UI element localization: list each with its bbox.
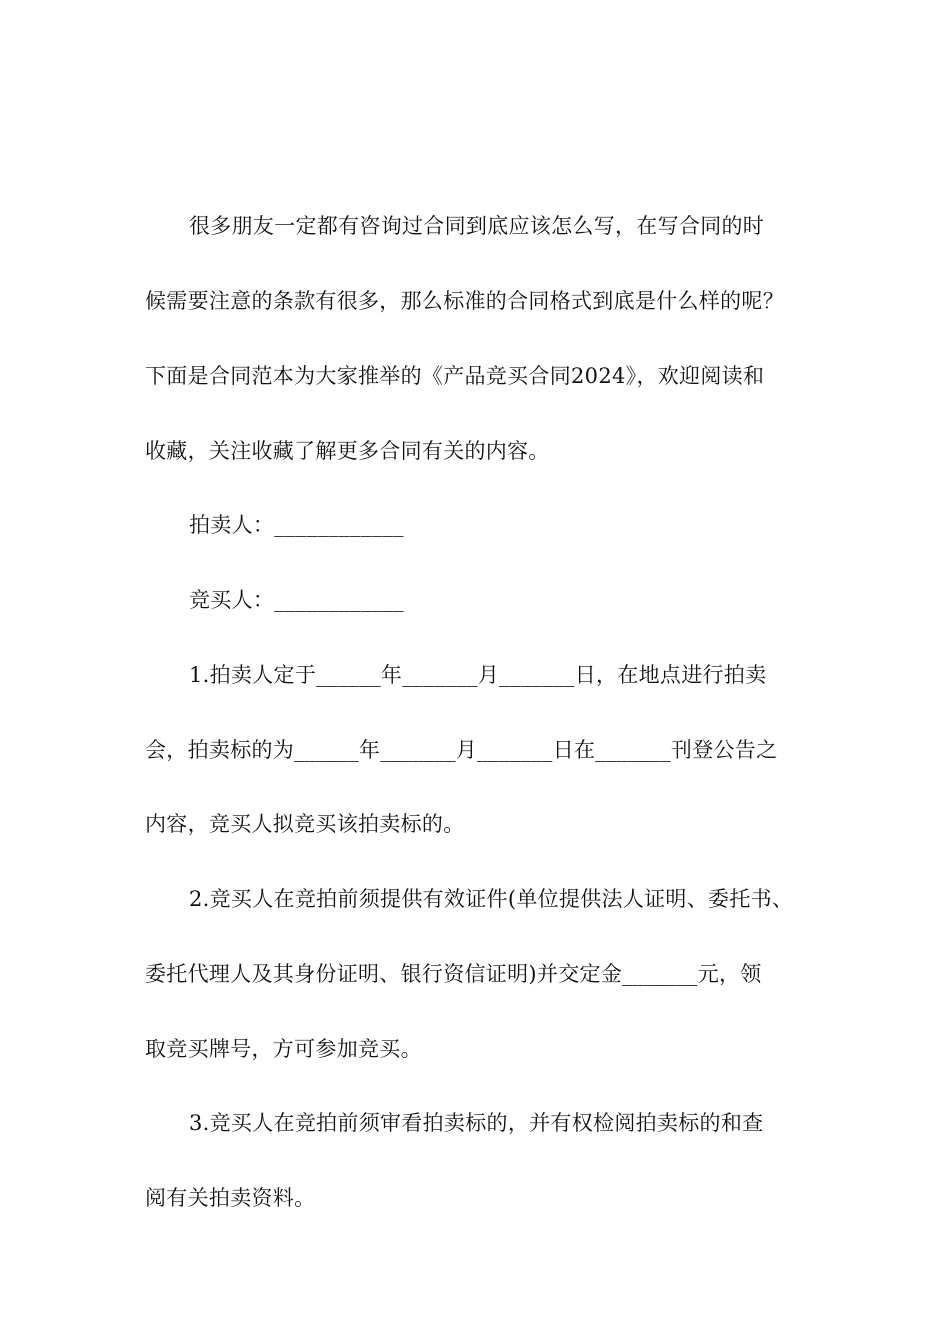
clause-1-line-1: 1.拍卖人定于______年_______月_______日，在地点进行拍卖 [189, 663, 767, 687]
intro-line-1: 很多朋友一定都有咨询过合同到底应该怎么写，在写合同的时 [189, 214, 765, 238]
clause-2-line-3: 取竞买牌号，方可参加竞买。 [145, 1037, 422, 1061]
clause-3-line-1: 3.竞买人在竞拍前须审看拍卖标的，并有权检阅拍卖标的和查 [189, 1111, 764, 1135]
bidder-field: 竞买人：____________ [189, 588, 404, 612]
clause-1-line-2: 会，拍卖标的为______年_______月_______日在_______刊登公告之 [145, 738, 778, 762]
auctioneer-field: 拍卖人：____________ [189, 513, 404, 537]
intro-line-4: 收藏，关注收藏了解更多合同有关的内容。 [145, 439, 550, 463]
clause-3-line-2: 阅有关拍卖资料。 [145, 1186, 316, 1210]
intro-line-2: 候需要注意的条款有很多，那么标准的合同格式到底是什么样的呢？ [145, 289, 784, 313]
intro-line-3: 下面是合同范本为大家推举的《产品竞买合同2024》，欢迎阅读和 [145, 364, 765, 388]
clause-2-line-2: 委托代理人及其身份证明、银行资信证明)并交定金_______元，领 [145, 962, 762, 986]
clause-1-line-3: 内容，竞买人拟竞买该拍卖标的。 [145, 812, 465, 836]
clause-2-line-1: 2.竞买人在竞拍前须提供有效证件(单位提供法人证明、委托书、 [189, 887, 794, 911]
